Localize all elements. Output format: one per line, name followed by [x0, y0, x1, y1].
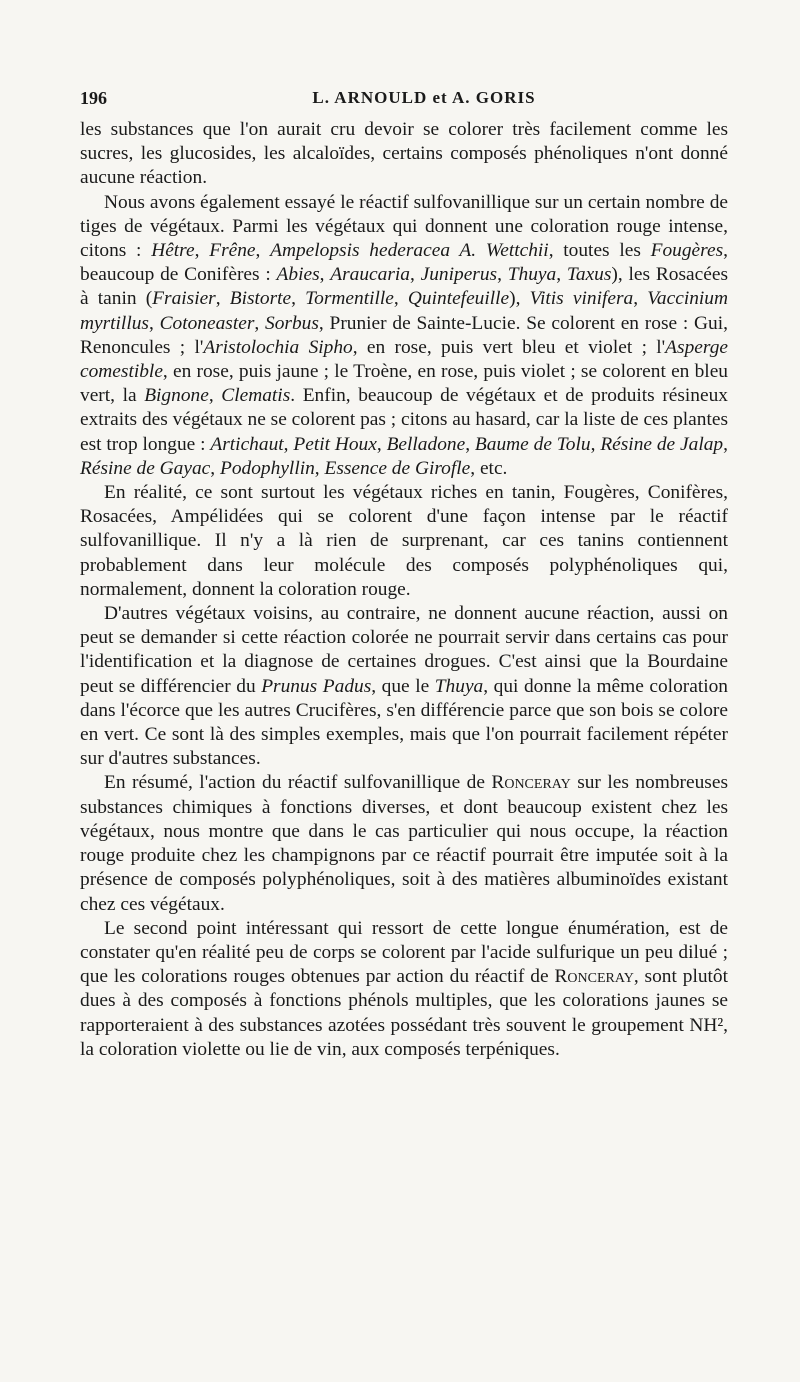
body-text: [80, 118, 728, 1062]
paragraph-4: D'autres végétaux voisins, au contraire, ne donnent aucune réaction, aussi on peut se demander si cette réaction colorée ne pourrait servir dans certains cas pour l'identification et la diagnose de certaines drogues. C'est ainsi que la Bourdaine peut se différencier du Prunus Padus, que le Thuya, qui donne la même coloration dans l'écorce que les autres Crucifères, s'en différencie parce que son bois se colore en vert. Ce sont là des simples exemples, mais que l'on pourrait facilement répéter sur d'autres substances.: [80, 603, 728, 770]
paragraph-6: Le second point intéressant qui ressort de cette longue énumération, est de constater qu'en réalité peu de corps se colorent par l'acide sulfurique un peu dilué ; que les colorations rouges obtenues par action du réactif de Ronceray, sont plutôt dues à des composés à fonctions phénols multiples, que les colorations jaunes se rapporteraient à des substances azotées possédant très souvent le groupement NH², la coloration violette ou lie de vin, aux composés terpéniques.: [80, 917, 728, 1060]
paragraph-3: En réalité, ce sont surtout les végétaux riches en tanin, Fougères, Conifères, Rosacées, Ampélidées qui se colorent d'une façon intense par le réactif sulfovanillique. Il n'y a là rien de surprenant, car ces tanins contiennent probablement dans leur molécule des composés polyphénoliques qui, normalement, donnent la coloration rouge.: [80, 482, 728, 600]
paragraph-1: les substances que l'on aurait cru devoir se colorer très facilement comme les sucres, les glucosides, les alcaloïdes, certains composés phénoliques n'ont donné aucune réaction.: [80, 119, 728, 189]
running-head: L. ARNOULD et A. GORIS: [312, 88, 536, 107]
paragraph-2: Nous avons également essayé le réactif sulfovanillique sur un certain nombre de tiges de végétaux. Parmi les végétaux qui donnent une coloration rouge intense, citons : Hêtre, Frêne, Ampelopsis hederacea A. Wettchii, toutes les Fougères, beaucoup de Conifères : Abies, Araucaria, Juniperus, Thuya, Taxus), les Rosacées à tanin (Fraisier, Bistorte, Tormentille, Quintefeuille), Vitis vinifera, Vaccinium myrtillus, Cotoneaster, Sorbus, Prunier de Sainte-Lucie. Se colorent en rose : Gui, Renoncules ; l'Aristolochia Sipho, en rose, puis vert bleu et violet ; l'Asperge comestible, en rose, puis jaune ; le Troène, en rose, puis violet ; se colorent en bleu vert, la Bignone, Clematis. Enfin, beaucoup de végétaux et de produits résineux extraits des végétaux ne se colorent pas ; citons au hasard, car la liste de ces plantes est trop longue : Artichaut, Petit Houx, Belladone, Baume de Tolu, Résine de Jalap, Résine de Gayac, Podophyllin, Essence de Girofle, etc.: [80, 191, 729, 479]
paragraph-5: En résumé, l'action du réactif sulfovanillique de Ronceray sur les nombreuses substances chimiques à fonctions diverses, et dont beaucoup existent chez les végétaux, nous montre que dans le cas particulier qui nous occupe, la réaction rouge produite chez les champignons par ce réactif pourrait être imputée soit à la présence de composés polyphénoliques, soit à des matières albuminoïdes existant chez ces végétaux.: [80, 772, 728, 915]
page-header: [80, 88, 728, 118]
page-number: 196: [80, 88, 107, 108]
book-page: [80, 88, 728, 1062]
